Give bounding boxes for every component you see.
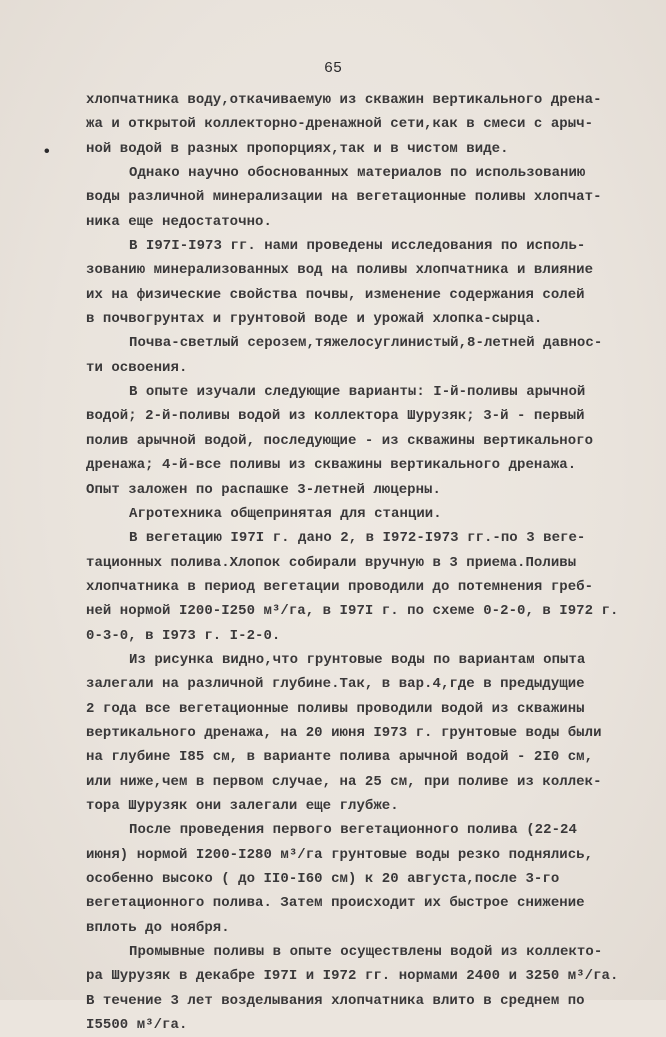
text-line: июня) нормой I200-I280 м³/га грунтовые воды резко поднялись, <box>86 846 594 863</box>
text-line: жа и открытой коллекторно-дренажной сети,как в смеси с арыч- <box>86 116 594 133</box>
text-line: залегали на различной глубине.Так, в вар.4,где в предыдущие <box>86 676 585 693</box>
text-line: 0-3-0, в I973 г. I-2-0. <box>86 627 281 644</box>
text-line: в почвогрунтах и грунтовой воде и урожай хлопка-сырца. <box>86 311 543 328</box>
text-line: воды различной минерализации на вегетационные поливы хлопчат- <box>86 189 602 206</box>
text-line: ника еще недостаточно. <box>86 213 272 230</box>
text-line: Агротехника общепринятая для станции. <box>129 505 442 522</box>
text-line: их на физические свойства почвы, изменение содержания солей <box>86 286 585 303</box>
text-line: на глубине I85 см, в варианте полива арычной водой - 2I0 см, <box>86 749 594 766</box>
text-line: 2 года все вегетационные поливы проводили водой из скважины <box>86 700 585 717</box>
page-number: 65 <box>323 60 342 77</box>
text-line: вегетационного полива. Затем происходит их быстрое снижение <box>86 895 585 912</box>
text-line: В течение 3 лет возделывания хлопчатника влито в среднем по <box>86 992 585 1009</box>
text-line: зованию минерализованных вод на поливы хлопчатника и влияние <box>86 262 594 279</box>
text-line: вплоть до ноября. <box>86 919 230 936</box>
text-line: тационных полива.Хлопок собирали вручную в 3 приема.Поливы <box>86 554 577 571</box>
text-line: или ниже,чем в первом случае, на 25 см, при поливе из коллек- <box>86 773 602 790</box>
text-line: Опыт заложен по распашке 3-летней люцерны. <box>86 481 441 498</box>
text-line: Промывные поливы в опыте осуществлены водой из коллекто- <box>129 944 603 961</box>
text-line: ти освоения. <box>86 359 188 376</box>
text-line: I5500 м³/га. <box>86 1017 188 1034</box>
text-line: В вегетацию I97I г. дано 2, в I972-I973 гг.-по 3 веге- <box>129 530 586 547</box>
text-line: тора Шурузяк они залегали еще глубже. <box>86 797 399 814</box>
text-line: После проведения первого вегетационного полива (22-24 <box>129 822 577 839</box>
text-line: Однако научно обоснованных материалов по использованию <box>129 165 586 182</box>
text-line: Из рисунка видно,что грунтовые воды по вариантам опыта <box>129 651 586 668</box>
text-line: дренажа; 4-й-все поливы из скважины вертикального дренажа. <box>86 457 577 474</box>
body-text <box>86 88 626 1037</box>
margin-mark: • <box>42 143 52 161</box>
text-line: В I97I-I973 гг. нами проведены исследования по исполь- <box>129 238 586 255</box>
text-line: водой; 2-й-поливы водой из коллектора Шурузяк; 3-й - первый <box>86 408 585 425</box>
text-line: Почва-светлый серозем,тяжелосуглинистый,8-летней давнос- <box>129 335 603 352</box>
text-line: особенно высоко ( до II0-I60 см) к 20 августа,после 3-го <box>86 871 560 887</box>
text-line: хлопчатника воду,откачиваемую из скважин вертикального дрена- <box>86 92 602 108</box>
text-line: В опыте изучали следующие варианты: I-й-поливы арычной <box>129 384 586 401</box>
text-line: ра Шурузяк в декабре I97I и I972 гг. нормами 2400 и 3250 м³/га. <box>86 968 619 985</box>
text-line: вертикального дренажа, на 20 июня I973 г. грунтовые воды были <box>86 724 602 741</box>
text-line: полив арычной водой, последующие - из скважины вертикального <box>86 432 594 449</box>
text-line: ней нормой I200-I250 м³/га, в I97I г. по схеме 0-2-0, в I972 г. <box>86 603 619 620</box>
text-line: хлопчатника в период вегетации проводили до потемнения греб- <box>86 578 594 595</box>
text-line: ной водой в разных пропорциях,так и в чистом виде. <box>86 140 509 157</box>
